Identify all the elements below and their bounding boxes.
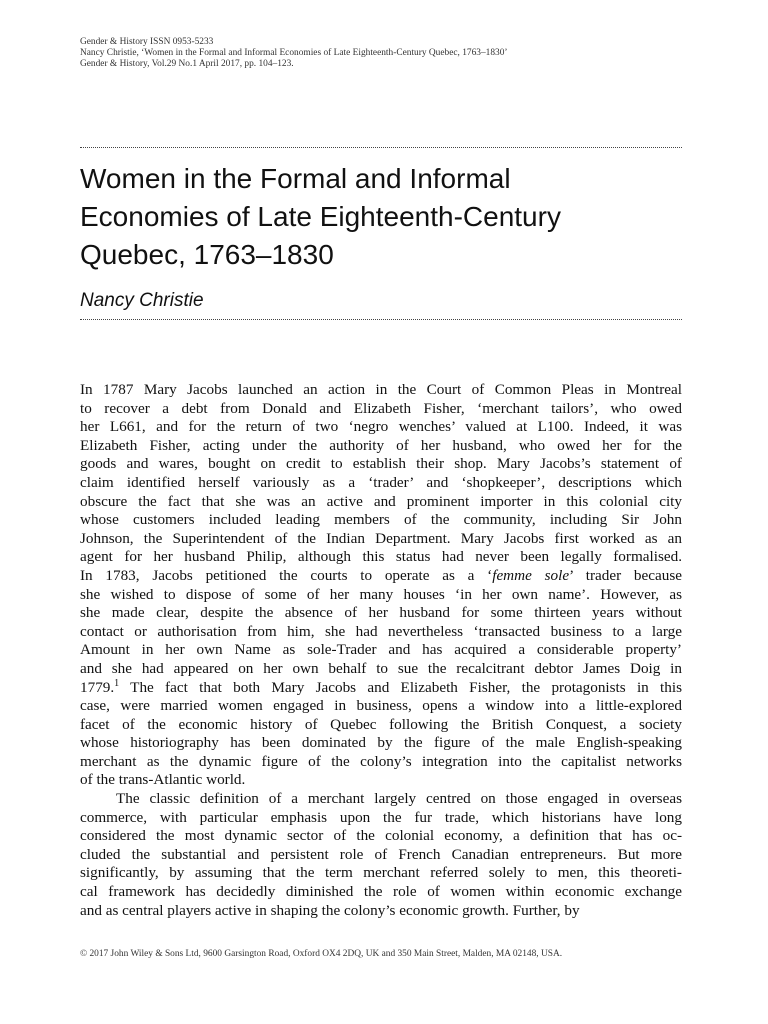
text-line: cluded the substantial and persistent role of French Canadian entrepreneurs. But more <box>80 845 682 863</box>
paragraph-2 <box>80 790 682 920</box>
text-segment: ’ trader because <box>569 566 682 584</box>
text-line: facet of the economic history of Quebec following the British Conquest, a society <box>80 715 682 733</box>
text-line: Elizabeth Fisher, acting under the authority of her husband, who owed her for the <box>80 436 682 454</box>
article-citation: Nancy Christie, ‘Women in the Formal and Informal Economies of Late Eighteenth-Century Quebec, 1763–1830’ <box>80 48 508 58</box>
text-line: whose customers included leading members of the community, including Sir John <box>80 511 682 529</box>
copyright-footer: © 2017 John Wiley & Sons Ltd, 9600 Garsington Road, Oxford OX4 2DQ, UK and 350 Main Street, Malden, MA 02148, USA. <box>80 949 563 959</box>
text-line <box>80 567 682 586</box>
text-line: commerce, with particular emphasis upon the fur trade, which historians have long <box>80 808 682 826</box>
top-dotted-rule <box>80 147 682 148</box>
journal-issn: Gender & History ISSN 0953-5233 <box>80 37 214 47</box>
text-line: significantly, by assuming that the term merchant referred solely to men, this theoreti- <box>80 864 682 882</box>
text-segment: In 1783, Jacobs petitioned the courts to operate as a ‘ <box>80 566 493 584</box>
text-line: obscure the fact that she was an active and prominent importer in this colonial city <box>80 492 682 510</box>
footnote-marker[interactable]: 1 <box>114 677 120 689</box>
text-line: case, were married women engaged in business, opens a window into a little-explored <box>80 697 682 715</box>
text-line: and she had appeared on her own behalf to sue the recalcitrant debtor James Doig in <box>80 659 682 677</box>
italic-term: femme sole <box>492 566 570 584</box>
paragraph-1 <box>80 381 682 790</box>
text-line: goods and wares, bought on credit to establish their shop. Mary Jacobs’s statement of <box>80 455 682 473</box>
text-segment: 1779. <box>80 678 115 696</box>
text-line: Amount in her own Name as sole-Trader and has acquired a considerable property’ <box>80 641 682 659</box>
text-line: agent for her husband Philip, although this status had never been legally formalised. <box>80 548 682 566</box>
title-line: Women in the Formal and Informal <box>80 163 511 194</box>
text-line <box>80 679 682 698</box>
title-line: Economies of Late Eighteenth-Century <box>80 201 561 232</box>
text-line: and as central players active in shaping the colony’s economic growth. Further, by <box>80 901 580 919</box>
text-line: claim identified herself variously as a ‘trader’ and ‘shopkeeper’, descriptions which <box>80 473 682 491</box>
text-line: she made clear, despite the absence of her husband for some thirteen years without <box>80 604 682 622</box>
text-line: she wished to dispose of some of her many houses ‘in her own name’. However, as <box>80 585 682 603</box>
text-segment: The fact that both Mary Jacobs and Elizabeth Fisher, the protagonists in this <box>119 678 682 696</box>
text-line: contact or authorisation from him, she had nevertheless ‘transacted business to a large <box>80 622 682 640</box>
article-author: Nancy Christie <box>80 290 204 311</box>
text-line: considered the most dynamic sector of the colonial economy, a definition that has oc- <box>80 827 682 845</box>
journal-header <box>80 37 508 70</box>
text-line: In 1787 Mary Jacobs launched an action in the Court of Common Pleas in Montreal <box>80 381 682 398</box>
journal-volume: Gender & History, Vol.29 No.1 April 2017, pp. 104–123. <box>80 59 294 69</box>
text-line: merchant as the dynamic figure of the colony’s integration into the capitalist networks <box>80 752 682 770</box>
article-body <box>80 381 682 920</box>
text-line: her L661, and for the return of two ‘negro wenches’ valued at L100. Indeed, it was <box>80 418 682 436</box>
text-line: The classic definition of a merchant largely centred on those engaged in overseas <box>116 790 682 808</box>
text-line: of the trans-Atlantic world. <box>80 771 246 789</box>
text-line: whose historiography has been dominated by the figure of the male English-speaking <box>80 734 682 752</box>
text-line: cal framework has decidedly diminished the role of women within economic exchange <box>80 883 682 901</box>
text-line: to recover a debt from Donald and Elizabeth Fisher, ‘merchant tailors’, who owed <box>80 399 682 417</box>
text-line: Johnson, the Superintendent of the Indian Department. Mary Jacobs first worked as an <box>80 529 682 547</box>
title-line: Quebec, 1763–1830 <box>80 239 334 270</box>
bottom-dotted-rule <box>80 319 682 320</box>
article-title <box>80 160 680 274</box>
